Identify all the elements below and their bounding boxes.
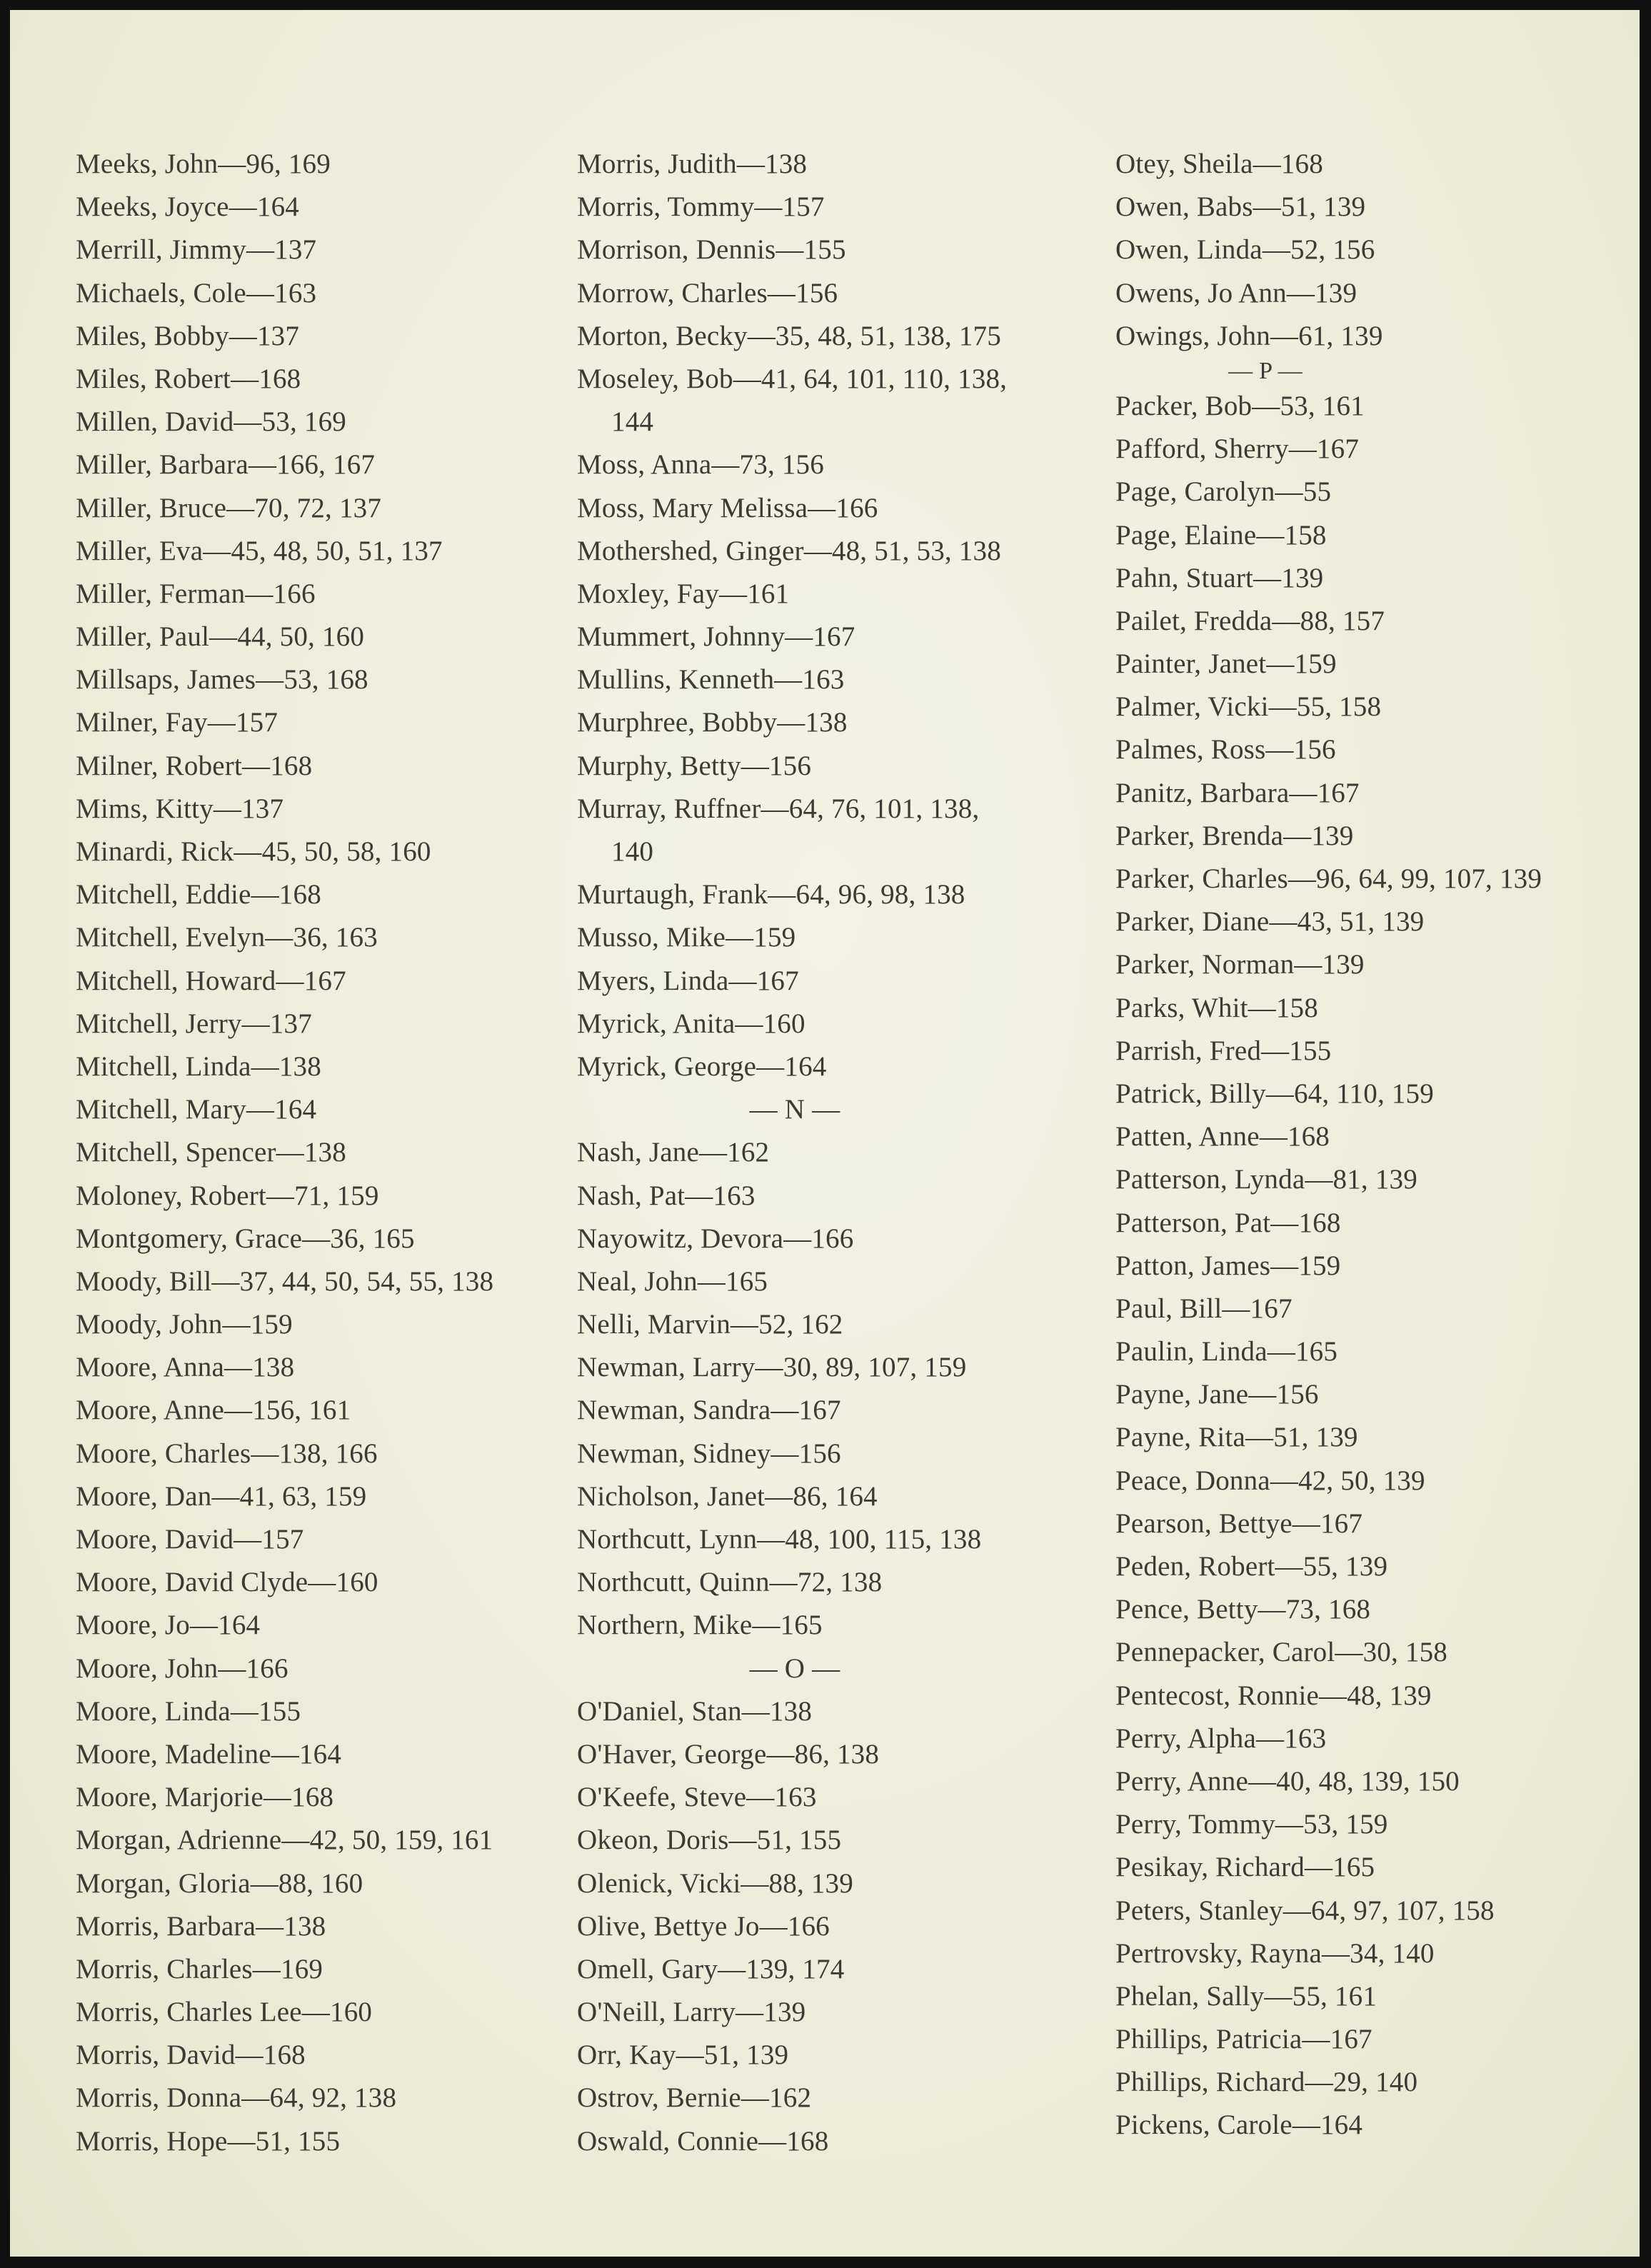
index-entry: Perry, Tommy—53, 159 xyxy=(1115,1809,1388,1840)
index-entry: Mitchell, Evelyn—36, 163 xyxy=(76,922,378,953)
index-entry: Morris, Hope—51, 155 xyxy=(76,2125,341,2157)
index-entry: Otey, Sheila—168 xyxy=(1115,149,1323,179)
index-entry: Parker, Norman—139 xyxy=(1115,949,1365,980)
index-entry: Mullins, Kenneth—163 xyxy=(577,664,845,696)
index-entry: Murphy, Betty—156 xyxy=(577,750,812,781)
index-entry: Myers, Linda—167 xyxy=(577,965,799,996)
index-entry: Montgomery, Grace—36, 165 xyxy=(76,1223,415,1254)
index-entry: Paulin, Linda—165 xyxy=(1115,1336,1338,1368)
index-entry: O'Keefe, Steve—163 xyxy=(577,1782,817,1813)
index-column-2 xyxy=(577,143,1091,2163)
index-entry: Morris, Donna—64, 92, 138 xyxy=(76,2082,397,2114)
index-entry: Moore, Marjorie—168 xyxy=(76,1782,334,1813)
index-entry: Myrick, Anita—160 xyxy=(577,1008,806,1039)
index-entry: Miles, Robert—168 xyxy=(76,363,301,394)
index-entry: Page, Carolyn—55 xyxy=(1115,476,1332,508)
index-entry: Payne, Rita—51, 139 xyxy=(1115,1422,1358,1453)
index-entry: Miller, Paul—44, 50, 160 xyxy=(76,621,365,653)
index-entry: Milner, Fay—157 xyxy=(76,707,278,738)
index-entry: Pence, Betty—73, 168 xyxy=(1115,1594,1371,1625)
index-entry: Morgan, Gloria—88, 160 xyxy=(76,1867,363,1899)
index-entry: Merrill, Jimmy—137 xyxy=(76,234,317,266)
index-entry: Miller, Barbara—166, 167 xyxy=(76,449,376,481)
index-entry: Parker, Charles—96, 64, 99, 107, 139 xyxy=(1115,863,1542,894)
index-entry: Peden, Robert—55, 139 xyxy=(1115,1551,1388,1582)
index-entry: Palmes, Ross—156 xyxy=(1115,734,1336,766)
index-entry: Parrish, Fred—155 xyxy=(1115,1035,1332,1066)
index-entry: Nicholson, Janet—86, 164 xyxy=(577,1480,878,1512)
index-entry: Musso, Mike—159 xyxy=(577,922,796,953)
index-entry: Meeks, Joyce—164 xyxy=(76,191,299,223)
index-entry: Morgan, Adrienne—42, 50, 159, 161 xyxy=(76,1825,493,1856)
index-entry: Mitchell, Linda—138 xyxy=(76,1050,321,1082)
index-entry: Phelan, Sally—55, 161 xyxy=(1115,1980,1377,2012)
index-entry: Mothershed, Ginger—48, 51, 53, 138 xyxy=(577,535,1001,566)
index-column-1 xyxy=(76,143,590,2163)
index-entry: Moss, Anna—73, 156 xyxy=(577,449,824,481)
index-entry: Miles, Bobby—137 xyxy=(76,320,300,351)
index-entry: Morris, Charles—169 xyxy=(76,1953,323,1985)
index-entry: Omell, Gary—139, 174 xyxy=(577,1953,845,1985)
index-entry: Nash, Jane—162 xyxy=(577,1137,770,1168)
index-entry: Mummert, Johnny—167 xyxy=(577,621,855,653)
index-entry: Pearson, Bettye—167 xyxy=(1115,1507,1363,1539)
index-entry: Owens, Jo Ann—139 xyxy=(1115,277,1358,308)
index-entry: Moore, John—166 xyxy=(76,1652,288,1684)
index-entry: Northern, Mike—165 xyxy=(577,1610,823,1641)
index-entry-continuation: 144 xyxy=(611,406,654,438)
index-entry: Morris, Judith—138 xyxy=(577,149,808,179)
index-entry: Pafford, Sherry—167 xyxy=(1115,433,1360,465)
index-entry: Mitchell, Mary—164 xyxy=(76,1094,317,1125)
index-entry: Mims, Kitty—137 xyxy=(76,793,284,824)
index-entry: Michaels, Cole—163 xyxy=(76,277,317,308)
index-entry: Nash, Pat—163 xyxy=(577,1180,756,1211)
index-entry: Mitchell, Eddie—168 xyxy=(76,879,321,910)
index-entry: Olive, Bettye Jo—166 xyxy=(577,1910,830,1942)
index-entry: Pennepacker, Carol—30, 158 xyxy=(1115,1637,1448,1668)
index-entry: Owen, Babs—51, 139 xyxy=(1115,191,1366,223)
index-entry: Panitz, Barbara—167 xyxy=(1115,777,1360,808)
index-entry: Parks, Whit—158 xyxy=(1115,992,1318,1023)
index-entry: Newman, Sandra—167 xyxy=(577,1395,841,1426)
index-entry: Pertrovsky, Rayna—34, 140 xyxy=(1115,1937,1435,1969)
index-entry: Owings, John—61, 139 xyxy=(1115,320,1383,351)
index-entry: Moore, Jo—164 xyxy=(76,1610,261,1641)
index-entry: Pentecost, Ronnie—48, 139 xyxy=(1115,1680,1432,1711)
index-entry: Perry, Anne—40, 48, 139, 150 xyxy=(1115,1765,1460,1797)
index-entry: Patten, Anne—168 xyxy=(1115,1121,1330,1153)
index-entry: Murray, Ruffner—64, 76, 101, 138, xyxy=(577,793,980,824)
index-entry: Miller, Bruce—70, 72, 137 xyxy=(76,492,382,523)
index-entry: Pailet, Fredda—88, 157 xyxy=(1115,605,1385,636)
index-entry: Moloney, Robert—71, 159 xyxy=(76,1180,379,1211)
index-entry: Morrison, Dennis—155 xyxy=(577,234,846,266)
index-entry: Patton, James—159 xyxy=(1115,1250,1341,1281)
index-entry: Pahn, Stuart—139 xyxy=(1115,562,1324,593)
index-entry: Morris, Tommy—157 xyxy=(577,191,825,223)
index-entry: Morris, Barbara—138 xyxy=(76,1910,326,1942)
index-entry: Mitchell, Spencer—138 xyxy=(76,1137,346,1168)
index-entry: Neal, John—165 xyxy=(577,1265,768,1297)
index-entry: Millsaps, James—53, 168 xyxy=(76,664,368,696)
index-entry: Moore, Dan—41, 63, 159 xyxy=(76,1480,367,1512)
index-entry: Parker, Diane—43, 51, 139 xyxy=(1115,906,1425,938)
index-entry: Pesikay, Richard—165 xyxy=(1115,1852,1375,1883)
index-entry: Patrick, Billy—64, 110, 159 xyxy=(1115,1078,1434,1109)
index-entry: Millen, David—53, 169 xyxy=(76,406,347,438)
index-entry: Palmer, Vicki—55, 158 xyxy=(1115,691,1382,723)
index-entry: Newman, Sidney—156 xyxy=(577,1437,841,1469)
index-entry: Orr, Kay—51, 139 xyxy=(577,2039,789,2071)
index-entry: Packer, Bob—53, 161 xyxy=(1115,390,1365,421)
index-page xyxy=(10,10,1640,2257)
index-entry: Moore, Madeline—164 xyxy=(76,1738,342,1770)
index-entry: Payne, Jane—156 xyxy=(1115,1379,1319,1410)
index-entry: O'Daniel, Stan—138 xyxy=(577,1695,813,1727)
index-entry: Moore, David Clyde—160 xyxy=(76,1567,378,1598)
index-entry: Moore, Anne—156, 161 xyxy=(76,1395,351,1426)
index-entry: Painter, Janet—159 xyxy=(1115,648,1337,680)
index-entry: Moody, John—159 xyxy=(76,1309,293,1340)
index-entry: Moore, David—157 xyxy=(76,1524,304,1555)
index-entry: O'Haver, George—86, 138 xyxy=(577,1738,880,1770)
index-entry: Nelli, Marvin—52, 162 xyxy=(577,1309,843,1340)
index-entry: Page, Elaine—158 xyxy=(1115,519,1327,551)
index-entry: Pickens, Carole—164 xyxy=(1115,2109,1363,2141)
index-entry: Okeon, Doris—51, 155 xyxy=(577,1825,842,1856)
index-entry: Murphree, Bobby—138 xyxy=(577,707,848,738)
index-entry: Moss, Mary Melissa—166 xyxy=(577,492,878,523)
index-entry: Owen, Linda—52, 156 xyxy=(1115,234,1375,266)
index-entry: Meeks, John—96, 169 xyxy=(76,149,331,179)
index-entry-continuation: 140 xyxy=(611,836,654,867)
index-entry: Patterson, Pat—168 xyxy=(1115,1207,1341,1238)
index-entry: Moxley, Fay—161 xyxy=(577,578,790,609)
section-letter-heading: — O — xyxy=(749,1652,840,1684)
index-entry: Peace, Donna—42, 50, 139 xyxy=(1115,1465,1425,1496)
index-entry: Murtaugh, Frank—64, 96, 98, 138 xyxy=(577,879,965,910)
index-entry: Miller, Eva—45, 48, 50, 51, 137 xyxy=(76,535,443,566)
index-entry: Morrow, Charles—156 xyxy=(577,277,838,308)
index-entry: Morton, Becky—35, 48, 51, 138, 175 xyxy=(577,320,1001,351)
index-entry: Milner, Robert—168 xyxy=(76,750,313,781)
index-entry: Northcutt, Lynn—48, 100, 115, 138 xyxy=(577,1524,982,1555)
index-entry: Mitchell, Howard—167 xyxy=(76,965,346,996)
index-entry: Ostrov, Bernie—162 xyxy=(577,2082,812,2114)
index-entry: Oswald, Connie—168 xyxy=(577,2125,829,2157)
index-entry: Northcutt, Quinn—72, 138 xyxy=(577,1567,883,1598)
index-entry: Moore, Anna—138 xyxy=(76,1352,295,1383)
index-entry: Miller, Ferman—166 xyxy=(76,578,316,609)
index-entry: Olenick, Vicki—88, 139 xyxy=(577,1867,853,1899)
index-entry: Moore, Linda—155 xyxy=(76,1695,301,1727)
index-entry: Patterson, Lynda—81, 139 xyxy=(1115,1164,1417,1195)
index-column-3 xyxy=(1115,143,1615,2147)
section-letter-heading: — N — xyxy=(749,1094,840,1125)
index-entry: Moore, Charles—138, 166 xyxy=(76,1437,378,1469)
index-entry: Paul, Bill—167 xyxy=(1115,1293,1293,1324)
index-entry: Parker, Brenda—139 xyxy=(1115,820,1354,851)
index-entry: Morris, Charles Lee—160 xyxy=(76,1997,373,2028)
index-entry: Myrick, George—164 xyxy=(577,1050,827,1082)
index-entry: Morris, David—168 xyxy=(76,2039,306,2071)
index-entry: Moody, Bill—37, 44, 50, 54, 55, 138 xyxy=(76,1265,494,1297)
index-entry: Nayowitz, Devora—166 xyxy=(577,1223,854,1254)
index-entry: Peters, Stanley—64, 97, 107, 158 xyxy=(1115,1895,1495,1926)
index-entry: Phillips, Patricia—167 xyxy=(1115,2024,1373,2055)
section-letter-heading: — P — xyxy=(1228,357,1303,384)
index-entry: Phillips, Richard—29, 140 xyxy=(1115,2067,1418,2098)
index-entry: Mitchell, Jerry—137 xyxy=(76,1008,312,1039)
index-entry: Minardi, Rick—45, 50, 58, 160 xyxy=(76,836,431,867)
index-entry: Perry, Alpha—163 xyxy=(1115,1722,1327,1754)
index-entry: Moseley, Bob—41, 64, 101, 110, 138, xyxy=(577,363,1008,394)
index-entry: Newman, Larry—30, 89, 107, 159 xyxy=(577,1352,967,1383)
index-entry: O'Neill, Larry—139 xyxy=(577,1997,806,2028)
